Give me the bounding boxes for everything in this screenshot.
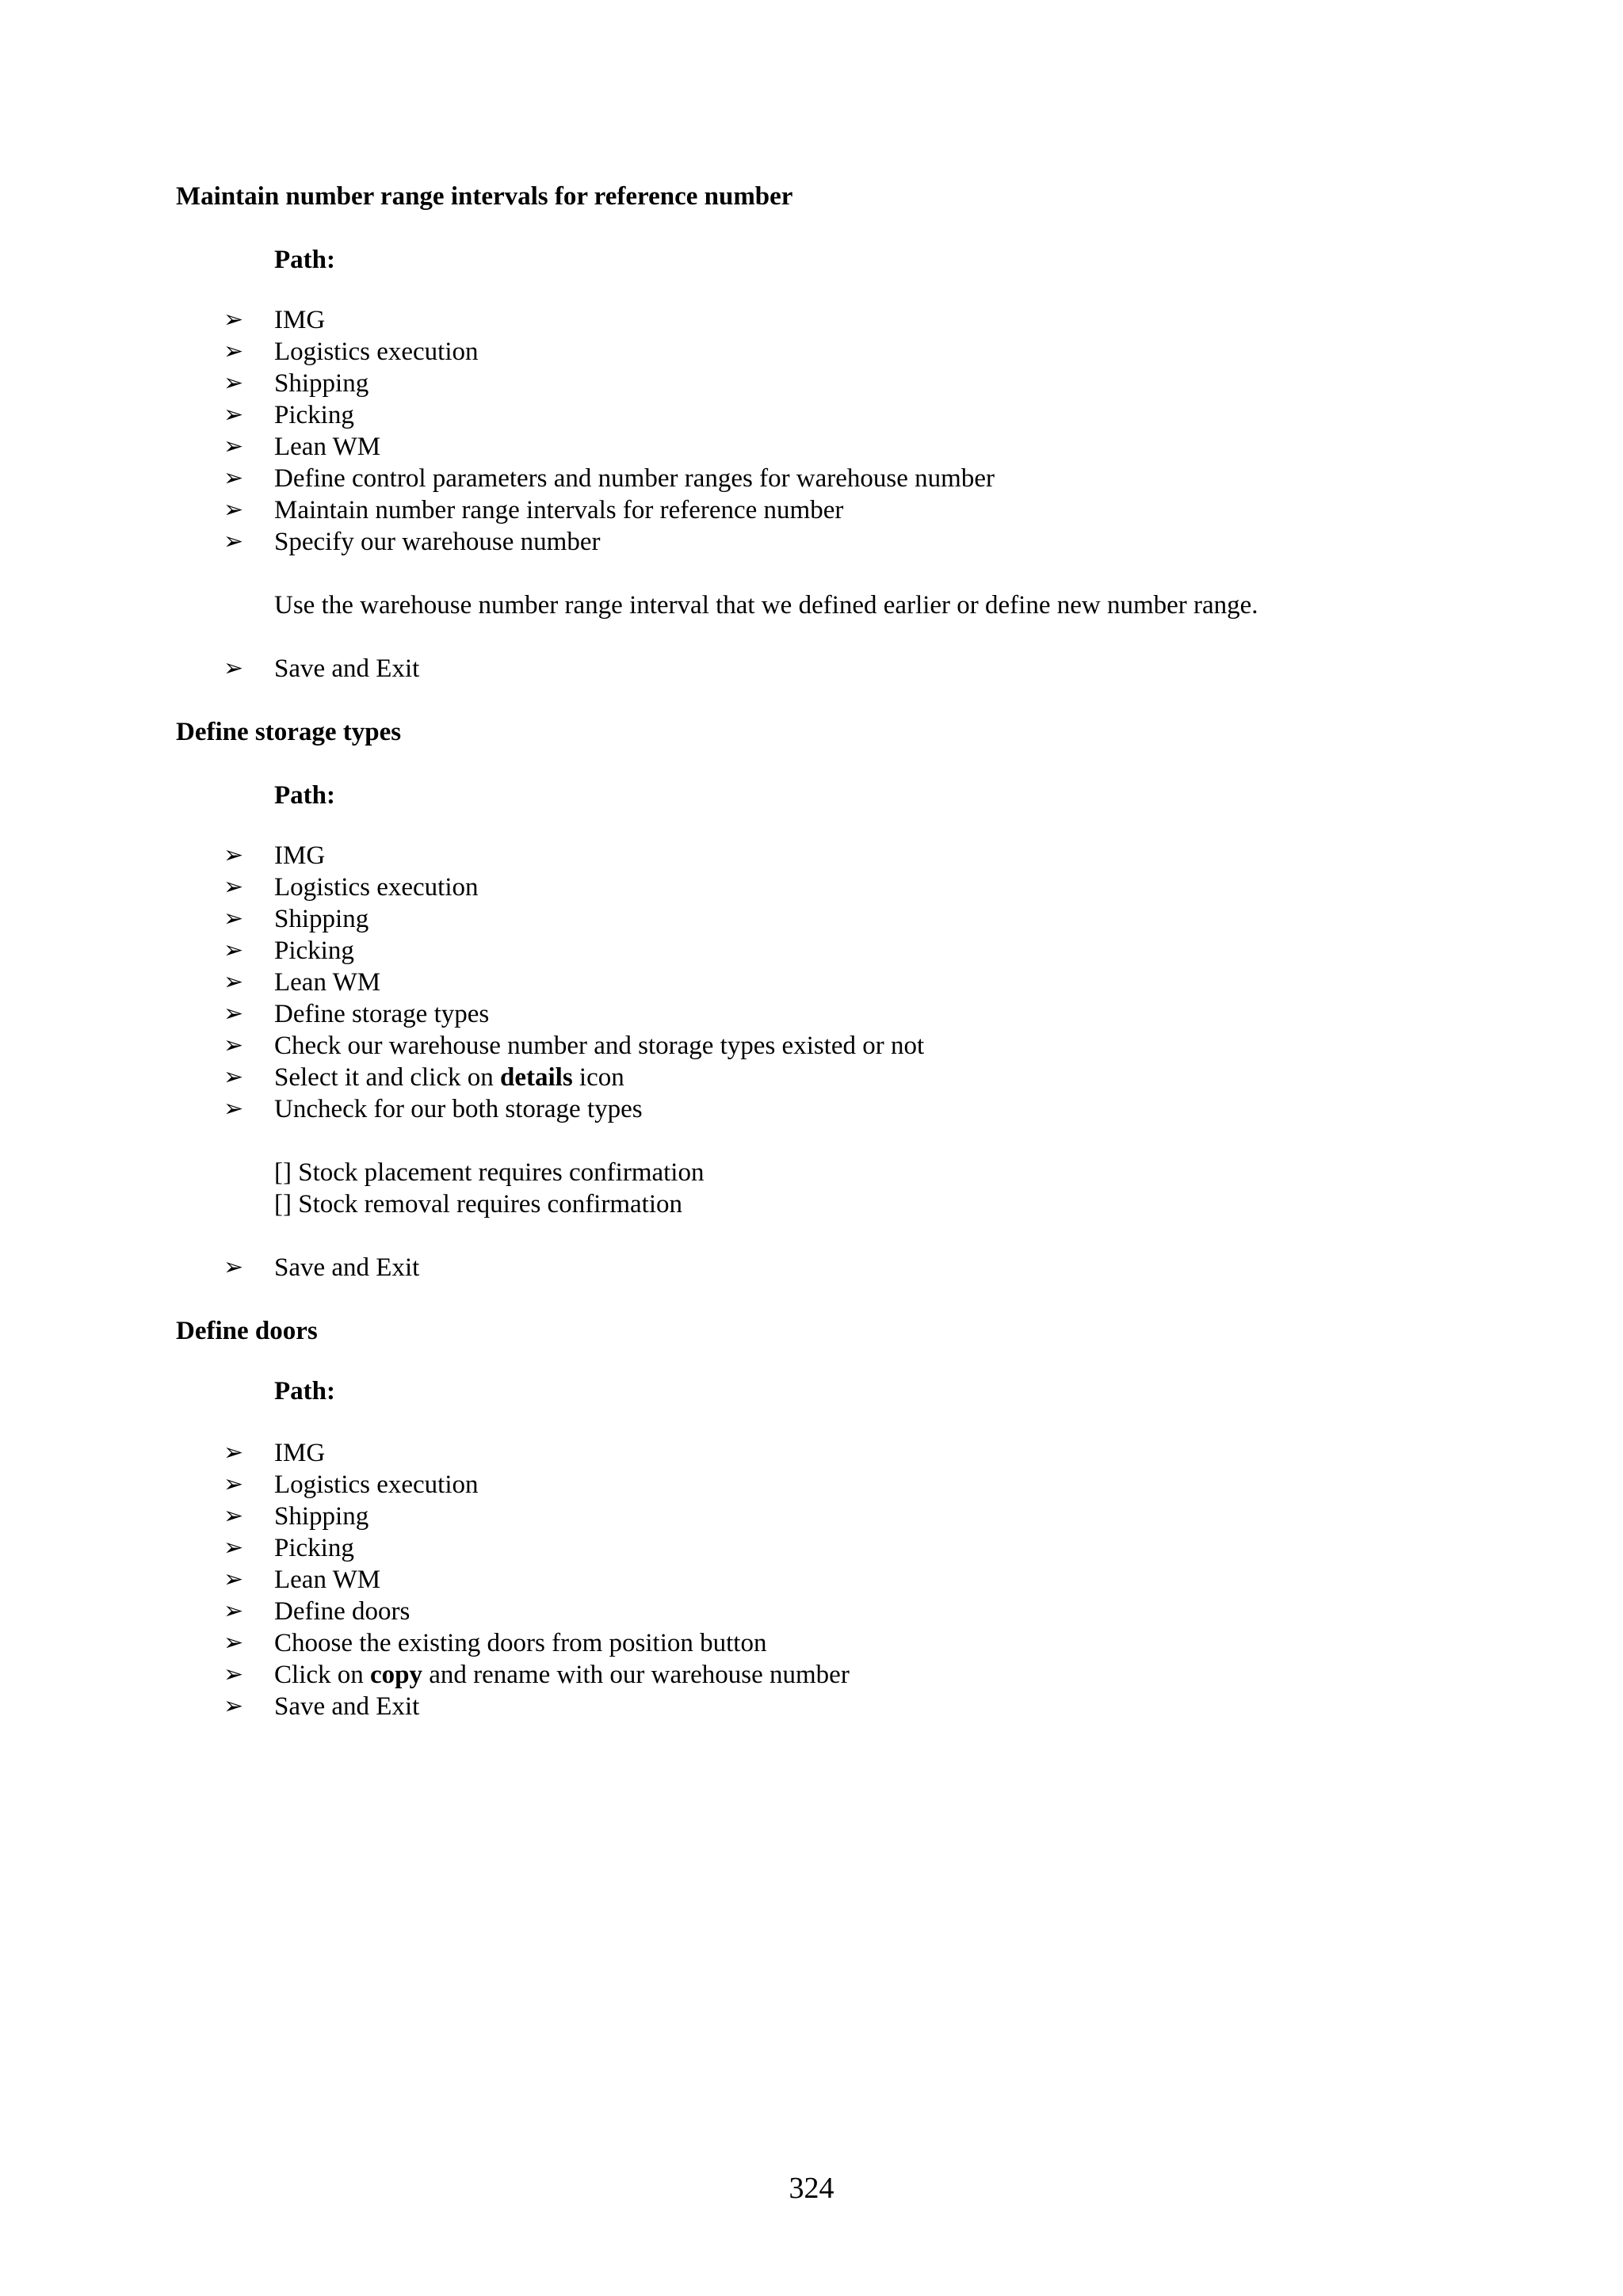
copy-emphasis: copy — [370, 1661, 422, 1689]
note-paragraph: Use the warehouse number range interval that we defined earlier or define new number range. — [274, 591, 1258, 620]
arrow-bullet-icon: ➢ — [223, 1000, 244, 1028]
list-item: Choose the existing doors from position button — [274, 1629, 767, 1657]
checkbox-line: [] Stock placement requires confirmation — [274, 1158, 705, 1187]
list-item: Maintain number range intervals for reference number — [274, 496, 844, 524]
list-item-copy — [274, 1659, 850, 1691]
list-item-text: Click on — [274, 1661, 370, 1689]
arrow-bullet-icon: ➢ — [223, 464, 244, 492]
checkbox-line: [] Stock removal requires confirmation — [274, 1190, 682, 1219]
list-item: Logistics execution — [274, 338, 479, 366]
section-heading: Maintain number range intervals for reference number — [176, 182, 793, 211]
arrow-bullet-icon: ➢ — [223, 1032, 244, 1059]
list-item: IMG — [274, 841, 326, 870]
arrow-bullet-icon: ➢ — [223, 1439, 244, 1466]
arrow-bullet-icon: ➢ — [223, 1566, 244, 1593]
list-item-text: Select it and click on — [274, 1063, 500, 1092]
list-item: Picking — [274, 401, 354, 429]
arrow-bullet-icon: ➢ — [223, 1253, 244, 1281]
list-item: Save and Exit — [274, 654, 420, 683]
list-item-text: and rename with our warehouse number — [422, 1661, 850, 1689]
section-heading: Define doors — [176, 1317, 318, 1345]
list-item: Picking — [274, 936, 354, 965]
list-item: Check our warehouse number and storage types existed or not — [274, 1032, 925, 1060]
list-item: Lean WM — [274, 968, 381, 997]
arrow-bullet-icon: ➢ — [223, 873, 244, 901]
arrow-bullet-icon: ➢ — [223, 905, 244, 933]
list-item: Shipping — [274, 905, 369, 933]
arrow-bullet-icon: ➢ — [223, 528, 244, 555]
arrow-bullet-icon: ➢ — [223, 1534, 244, 1562]
list-item-details — [274, 1062, 624, 1093]
arrow-bullet-icon: ➢ — [223, 338, 244, 365]
list-item: IMG — [274, 1439, 326, 1467]
list-item: Uncheck for our both storage types — [274, 1095, 643, 1123]
arrow-bullet-icon: ➢ — [223, 1502, 244, 1530]
arrow-bullet-icon: ➢ — [223, 936, 244, 964]
section-heading: Define storage types — [176, 718, 402, 746]
list-item: Define doors — [274, 1597, 411, 1626]
arrow-bullet-icon: ➢ — [223, 1629, 244, 1657]
list-item: Picking — [274, 1534, 354, 1562]
list-item: Lean WM — [274, 1566, 381, 1594]
path-label: Path: — [274, 781, 335, 810]
arrow-bullet-icon: ➢ — [223, 433, 244, 460]
list-item: Shipping — [274, 369, 369, 398]
list-item: Define control parameters and number ranges for warehouse number — [274, 464, 995, 493]
arrow-bullet-icon: ➢ — [223, 1692, 244, 1720]
arrow-bullet-icon: ➢ — [223, 1597, 244, 1625]
arrow-bullet-icon: ➢ — [223, 1095, 244, 1123]
details-emphasis: details — [500, 1063, 573, 1092]
path-label: Path: — [274, 246, 335, 274]
list-item: Specify our warehouse number — [274, 528, 601, 556]
arrow-bullet-icon: ➢ — [223, 496, 244, 524]
arrow-bullet-icon: ➢ — [223, 654, 244, 682]
list-item: Save and Exit — [274, 1253, 420, 1282]
arrow-bullet-icon: ➢ — [223, 968, 244, 996]
list-item: Logistics execution — [274, 1470, 479, 1499]
list-item: Shipping — [274, 1502, 369, 1531]
list-item: IMG — [274, 306, 326, 334]
list-item: Logistics execution — [274, 873, 479, 902]
path-label: Path: — [274, 1377, 335, 1405]
page-number: 324 — [789, 2172, 834, 2205]
list-item: Define storage types — [274, 1000, 490, 1028]
list-item: Lean WM — [274, 433, 381, 461]
arrow-bullet-icon: ➢ — [223, 369, 244, 397]
list-item: Save and Exit — [274, 1692, 420, 1721]
arrow-bullet-icon: ➢ — [223, 1661, 244, 1688]
arrow-bullet-icon: ➢ — [223, 841, 244, 869]
list-item-text: icon — [572, 1063, 624, 1092]
arrow-bullet-icon: ➢ — [223, 306, 244, 334]
arrow-bullet-icon: ➢ — [223, 1063, 244, 1091]
arrow-bullet-icon: ➢ — [223, 401, 244, 429]
arrow-bullet-icon: ➢ — [223, 1470, 244, 1498]
